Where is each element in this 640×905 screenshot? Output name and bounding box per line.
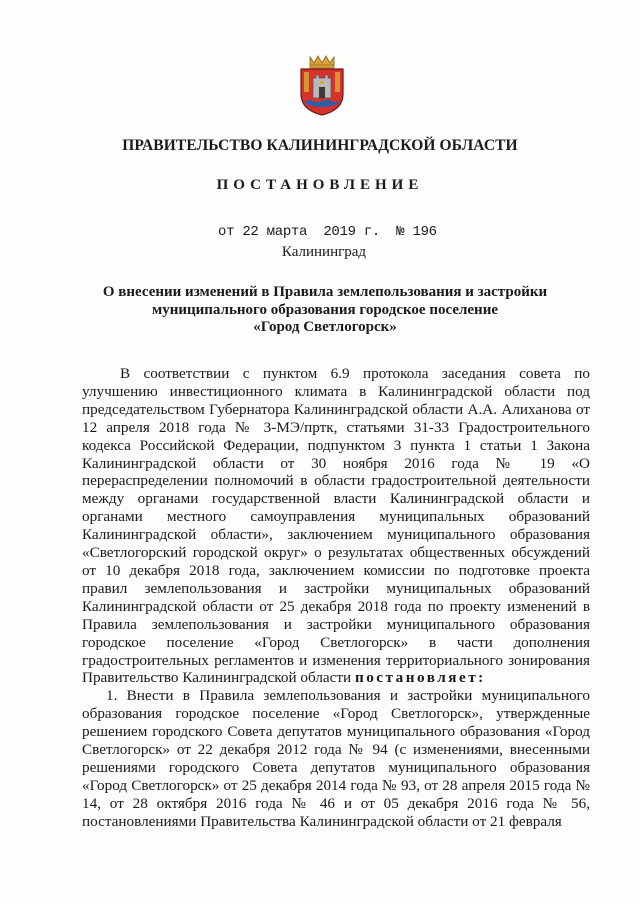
date-day-month: 22 марта — [242, 224, 308, 240]
decree-word: постановляет: — [354, 669, 486, 687]
subject-line-3: «Город Светлогорск» — [253, 319, 397, 335]
organization-title: ПРАВИТЕЛЬСТВО КАЛИНИНГРАДСКОЙ ОБЛАСТИ — [122, 137, 518, 154]
document-number: 196 — [412, 224, 437, 240]
kaliningrad-coat-of-arms-icon — [296, 54, 348, 116]
document-subject — [80, 284, 570, 337]
document-type: ПОСТАНОВЛЕНИЕ — [216, 177, 424, 193]
paragraph-1-text: В соответствии с пунктом 6.9 протокола заседания совета по улучшению инвестиционного климата в Калининградской области под председательством Губернатора Калининградской области А.А. Алиханова от 12 апреля 2018 года № 3-МЭ/пртк, статьями 31-33 Градостроительного кодекса Российской Федерации, подпунктом 3 пункта 1 статьи 1 Закона Калининградской области от 30 ноября 2016 года № 19 «О перераспределении полномочий в области градостроительной деятельности между органами государственной власти Калининградской области и органами местного самоуправления муниципальных образований Калининградской области», заключением муниципального образования «Светлогорский городской округ» о результатах общественных обсуждений от 10 декабря 2018 года, заключением комиссии по подготовке проекта правил землепользования и застройки муниципальных образований Калининградской области от 25 декабря 2018 года по проекту изменений в Правила землепользования и застройки муниципального образования городское поселение «Город Светлогорск» в части дополнения градостроительных регламентов и изменения территориального зонирования Правительство Калининградской области — [82, 365, 590, 687]
document-date-number — [218, 224, 437, 240]
subject-line-1: О внесении изменений в Правила землепользования и застройки — [102, 284, 548, 300]
body-item-1: 1. Внести в Правила землепользования и застройки муниципального образования городское поселение «Город Светлогорск», утвержденные решением городского Совета депутатов муниципального образования «Город Светлогорск» от 22 декабря 2012 года № 94 (с изменениями, внесенными решениями городского Совета депутатов муниципального образования «Город Светлогорск» от 25 декабря 2014 года № 93, от 28 апреля 2015 года № 14, от 28 октября 2016 года № 46 и от 05 декабря 2016 года № 56, постановлениями Правительства Калининградской области от 21 февраля — [82, 687, 590, 830]
city-name: Калининград — [281, 244, 367, 260]
document-body — [82, 365, 590, 831]
date-year: 2019 г. — [323, 224, 381, 240]
body-paragraph-1 — [82, 365, 590, 687]
date-prefix: от — [218, 224, 235, 240]
number-sign: № — [396, 224, 405, 240]
subject-line-2: муниципального образования городское поселение — [151, 301, 498, 318]
